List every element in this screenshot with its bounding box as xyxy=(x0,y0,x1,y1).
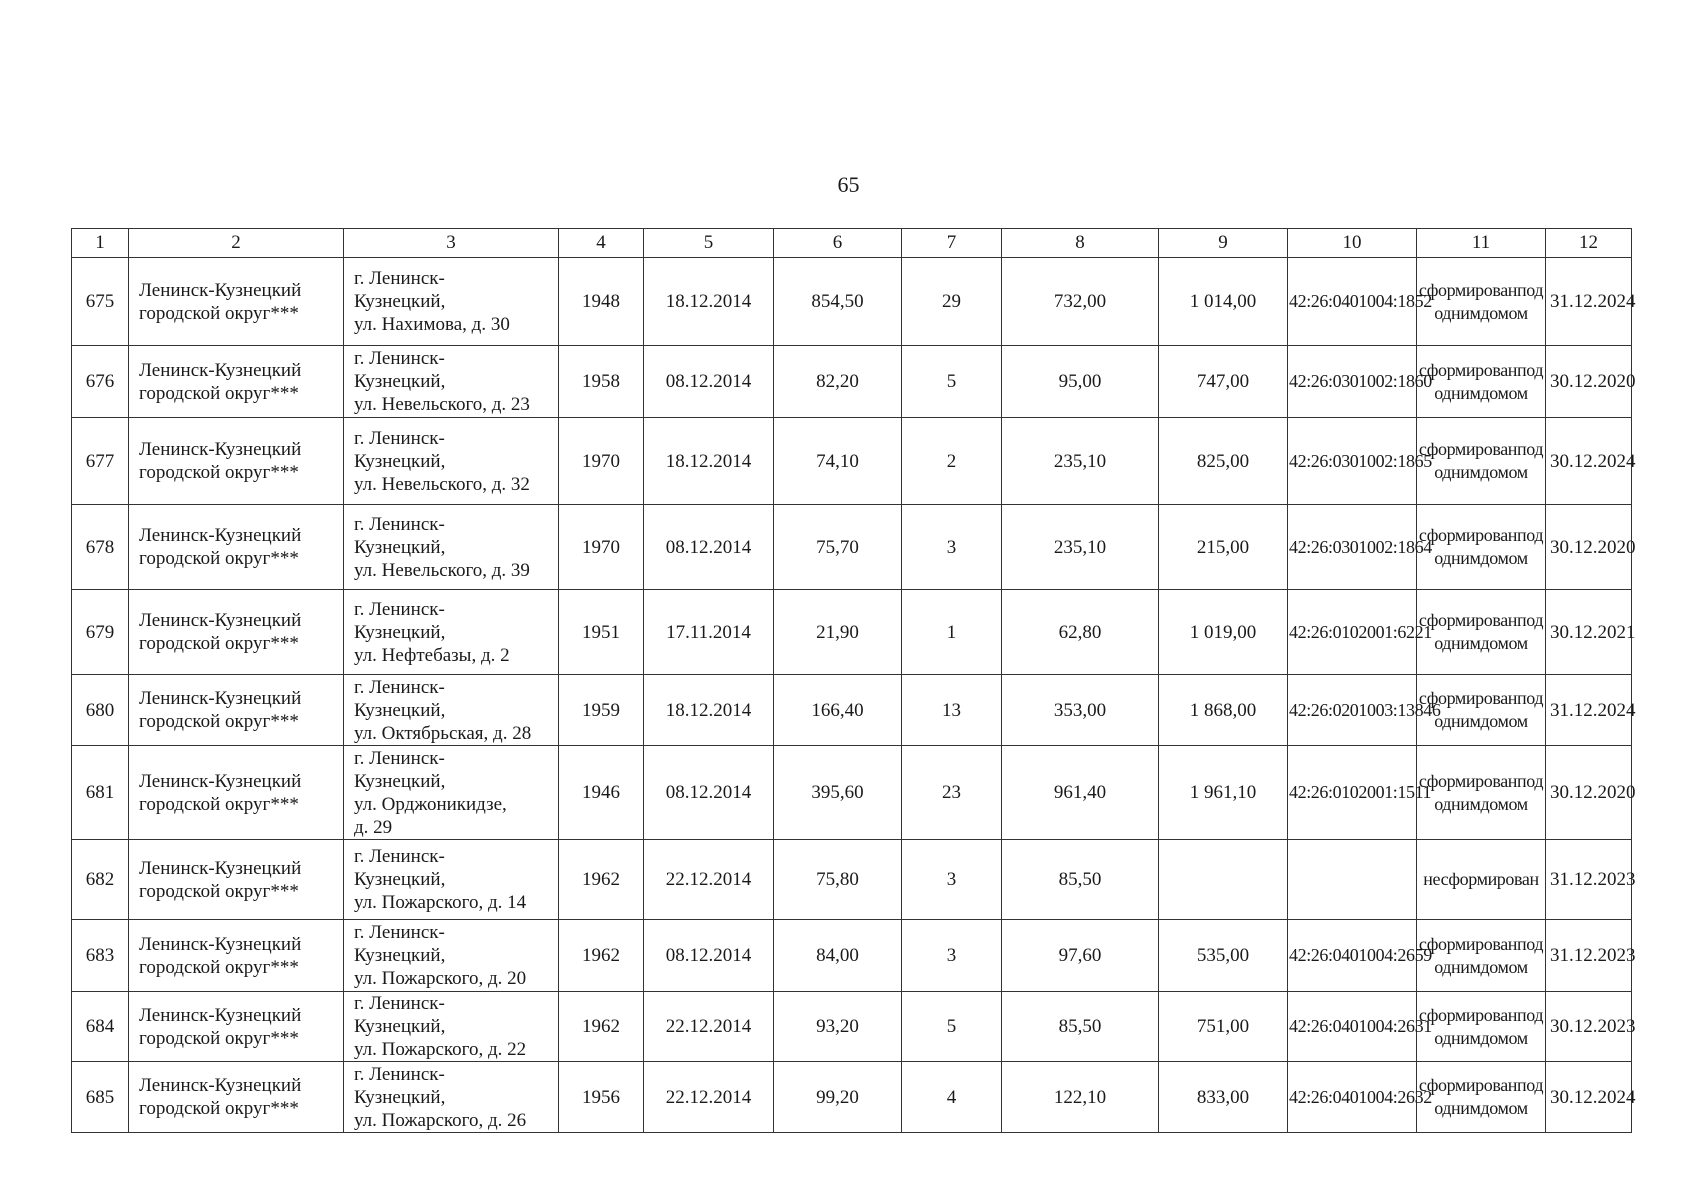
value-cell-7: 3 xyxy=(902,840,1002,920)
land-status-cell-line: сформирован xyxy=(1440,869,1539,889)
cadastral-number-cell-line: 0301002: xyxy=(1332,371,1398,391)
cadastral-number-cell-line: 42:26: xyxy=(1289,621,1333,642)
cadastral-number-cell xyxy=(1288,746,1432,840)
value-cell-9: 1 961,10 xyxy=(1159,746,1288,840)
column-number: 8 xyxy=(1002,229,1159,258)
land-status-cell-line: домом xyxy=(1480,793,1528,814)
date-cell: 18.12.2014 xyxy=(644,258,774,346)
address-cell-line: ул. Невельского, д. 23 xyxy=(354,394,530,415)
address-cell-line: г. Ленинск- xyxy=(354,676,445,698)
land-status-cell-line: сформирован xyxy=(1418,610,1518,630)
deadline-cell-line: 2023 xyxy=(1597,1016,1636,1037)
municipality-cell xyxy=(129,992,344,1062)
row-number: 681 xyxy=(72,746,129,840)
value-cell-9: 1 014,00 xyxy=(1159,258,1288,346)
deadline-cell xyxy=(1546,418,1636,505)
land-status-cell-line: под одним xyxy=(1434,933,1544,977)
address-cell-line: Кузнецкий, xyxy=(354,699,446,721)
value-cell-7: 3 xyxy=(902,920,1002,992)
municipality-cell xyxy=(129,920,344,992)
row-number: 682 xyxy=(72,840,129,920)
land-status-cell-line: сформирован xyxy=(1418,933,1518,954)
value-cell-7: 2 xyxy=(902,418,1002,505)
address-cell-line: ул. Орджоникидзе, xyxy=(354,793,507,815)
deadline-cell xyxy=(1546,505,1636,590)
date-cell: 08.12.2014 xyxy=(644,920,774,992)
deadline-cell xyxy=(1546,590,1636,675)
address-cell xyxy=(344,746,559,840)
cadastral-number-cell xyxy=(1288,590,1432,675)
year-cell: 1962 xyxy=(559,840,644,920)
date-cell: 22.12.2014 xyxy=(644,1062,774,1133)
municipality-cell-line: городской округ*** xyxy=(139,633,299,654)
deadline-cell-line: 30.12. xyxy=(1550,1086,1598,1108)
municipality-cell xyxy=(129,1062,344,1133)
cadastral-number-cell xyxy=(1288,1062,1432,1133)
row-number: 684 xyxy=(72,992,129,1062)
deadline-cell xyxy=(1546,1062,1636,1133)
cadastral-number-cell-line: 1865 xyxy=(1397,450,1432,471)
value-cell-9: 535,00 xyxy=(1159,920,1288,992)
cadastral-number-cell xyxy=(1288,418,1432,505)
cadastral-number-cell-line: 0401004: xyxy=(1332,291,1398,311)
municipality-cell xyxy=(129,505,344,590)
land-status-cell-line: под одним xyxy=(1434,688,1544,731)
land-status-cell-line: домом xyxy=(1480,711,1528,731)
address-cell-line: Кузнецкий, xyxy=(354,1086,446,1108)
date-cell: 08.12.2014 xyxy=(644,505,774,590)
cadastral-number-cell-line: 2632 xyxy=(1397,1086,1432,1107)
column-number: 4 xyxy=(559,229,644,258)
address-cell-line: ул. Нефтебазы, д. 2 xyxy=(354,644,510,666)
housing-registry-table xyxy=(71,228,1636,1133)
deadline-cell-line: 2020 xyxy=(1597,536,1636,558)
cadastral-number-cell-line: 0401004: xyxy=(1332,945,1398,965)
value-cell-8: 732,00 xyxy=(1002,258,1159,346)
deadline-cell-line: 31.12. xyxy=(1550,699,1598,721)
cadastral-number-cell-line: 0102001: xyxy=(1332,621,1398,642)
value-cell-8: 62,80 xyxy=(1002,590,1159,675)
value-cell-9: 751,00 xyxy=(1159,992,1288,1062)
land-status-cell-line: под одним xyxy=(1434,525,1544,568)
deadline-cell-line: 2020 xyxy=(1597,371,1636,392)
cadastral-number-cell-line: 1511 xyxy=(1397,782,1432,802)
address-cell-line: д. 29 xyxy=(354,816,393,838)
deadline-cell-line: 2020 xyxy=(1597,782,1636,803)
deadline-cell-line: 2021 xyxy=(1597,621,1636,643)
deadline-cell-line: 2023 xyxy=(1597,869,1636,890)
land-status-cell xyxy=(1417,920,1546,992)
value-cell-8: 961,40 xyxy=(1002,746,1159,840)
value-cell-8: 85,50 xyxy=(1002,840,1159,920)
land-status-cell-line: под одним xyxy=(1434,439,1544,482)
cadastral-number-cell xyxy=(1288,840,1417,920)
municipality-cell-line: Ленинск-Кузнецкий xyxy=(139,525,302,546)
value-cell-7: 1 xyxy=(902,590,1002,675)
municipality-cell xyxy=(129,746,344,840)
municipality-cell xyxy=(129,675,344,746)
value-cell-8: 95,00 xyxy=(1002,346,1159,418)
year-cell: 1948 xyxy=(559,258,644,346)
deadline-cell-line: 30.12. xyxy=(1550,450,1598,472)
row-number: 679 xyxy=(72,590,129,675)
address-cell xyxy=(344,1062,559,1133)
column-number: 9 xyxy=(1159,229,1288,258)
address-cell xyxy=(344,840,559,920)
cadastral-number-cell-line: 0102001: xyxy=(1332,782,1398,802)
land-status-cell xyxy=(1417,418,1546,505)
address-cell-line: ул. Пожарского, д. 20 xyxy=(354,968,527,989)
deadline-cell-line: 30.12. xyxy=(1550,371,1598,392)
municipality-cell-line: городской округ*** xyxy=(139,711,299,732)
address-cell-line: Кузнецкий, xyxy=(354,770,446,792)
land-status-cell-line: сформирован xyxy=(1418,279,1518,300)
column-number: 6 xyxy=(774,229,902,258)
cadastral-number-cell xyxy=(1288,992,1432,1062)
land-status-cell-line: сформирован xyxy=(1418,1004,1518,1025)
address-cell-line: г. Ленинск- xyxy=(354,993,445,1014)
municipality-cell-line: городской округ*** xyxy=(139,1027,299,1049)
year-cell: 1946 xyxy=(559,746,644,840)
land-status-cell-line: под одним xyxy=(1434,770,1544,814)
address-cell-line: ул. Невельского, д. 39 xyxy=(354,559,530,581)
municipality-cell-line: Ленинск-Кузнецкий xyxy=(139,439,302,460)
land-status-cell xyxy=(1417,346,1546,418)
cadastral-number-cell-line: 42:26: xyxy=(1289,1086,1333,1107)
address-cell-line: г. Ленинск- xyxy=(354,268,445,289)
address-cell xyxy=(344,675,559,746)
deadline-cell-line: 31.12. xyxy=(1550,945,1598,966)
address-cell-line: г. Ленинск- xyxy=(354,513,445,535)
municipality-cell-line: городской округ*** xyxy=(139,382,299,404)
value-cell-6: 166,40 xyxy=(774,675,902,746)
land-status-cell-line: сформирован xyxy=(1418,770,1518,791)
table-row xyxy=(72,590,1632,675)
deadline-cell-line: 2024 xyxy=(1597,291,1636,312)
municipality-cell xyxy=(129,840,344,920)
date-cell: 18.12.2014 xyxy=(644,418,774,505)
land-status-cell-line: сформирован xyxy=(1418,439,1518,459)
value-cell-7: 3 xyxy=(902,505,1002,590)
address-cell xyxy=(344,920,559,992)
address-cell xyxy=(344,346,559,418)
column-number: 1 xyxy=(72,229,129,258)
municipality-cell-line: Ленинск-Кузнецкий xyxy=(139,610,302,631)
municipality-cell-line: Ленинск-Кузнецкий xyxy=(139,857,302,879)
cadastral-number-cell-line: 0301002: xyxy=(1332,536,1398,557)
land-status-cell xyxy=(1417,258,1546,346)
land-status-cell-line: домом xyxy=(1480,548,1528,568)
address-cell-line: Кузнецкий, xyxy=(354,371,446,392)
deadline-cell xyxy=(1546,675,1636,746)
cadastral-number-cell-line: 42:26: xyxy=(1289,536,1333,557)
address-cell-line: Кузнецкий, xyxy=(354,621,446,643)
address-cell-line: ул. Нахимова, д. 30 xyxy=(354,314,510,335)
address-cell-line: ул. Пожарского, д. 14 xyxy=(354,892,527,913)
value-cell-7: 13 xyxy=(902,675,1002,746)
municipality-cell-line: Ленинск-Кузнецкий xyxy=(139,1004,302,1026)
municipality-cell-line: городской округ*** xyxy=(139,462,299,483)
row-number: 675 xyxy=(72,258,129,346)
land-status-cell xyxy=(1417,1062,1546,1133)
deadline-cell-line: 2024 xyxy=(1597,1086,1636,1108)
cadastral-number-cell-line: 42:26: xyxy=(1289,782,1333,802)
value-cell-9: 833,00 xyxy=(1159,1062,1288,1133)
value-cell-8: 353,00 xyxy=(1002,675,1159,746)
row-number: 685 xyxy=(72,1062,129,1133)
deadline-cell xyxy=(1546,992,1636,1062)
land-status-cell xyxy=(1417,992,1546,1062)
cadastral-number-cell-line: 0401004: xyxy=(1332,1016,1398,1036)
land-status-cell-line: домом xyxy=(1480,1027,1528,1048)
address-cell-line: г. Ленинск- xyxy=(354,922,445,943)
address-cell-line: ул. Пожарского, д. 22 xyxy=(354,1039,527,1060)
value-cell-9: 747,00 xyxy=(1159,346,1288,418)
land-status-cell xyxy=(1417,746,1546,840)
address-cell xyxy=(344,992,559,1062)
land-status-cell-line: под одним xyxy=(1434,279,1544,323)
land-status-cell xyxy=(1417,675,1546,746)
municipality-cell-line: Ленинск-Кузнецкий xyxy=(139,688,302,709)
table-row xyxy=(72,258,1632,346)
land-status-cell-line: домом xyxy=(1480,302,1528,323)
cadastral-number-cell-line: 13846 xyxy=(1397,699,1441,720)
date-cell: 22.12.2014 xyxy=(644,840,774,920)
table-row xyxy=(72,920,1632,992)
table-row xyxy=(72,418,1632,505)
value-cell-6: 93,20 xyxy=(774,992,902,1062)
value-cell-6: 84,00 xyxy=(774,920,902,992)
municipality-cell xyxy=(129,346,344,418)
municipality-cell-line: Ленинск-Кузнецкий xyxy=(139,1075,302,1096)
land-status-cell-line: сформирован xyxy=(1418,525,1518,545)
cadastral-number-cell-line: 1864 xyxy=(1397,536,1432,557)
municipality-cell xyxy=(129,418,344,505)
deadline-cell-line: 2023 xyxy=(1597,945,1636,966)
address-cell-line: г. Ленинск- xyxy=(354,747,445,769)
cadastral-number-cell-line: 1860 xyxy=(1397,371,1432,391)
address-cell-line: г. Ленинск- xyxy=(354,427,445,449)
year-cell: 1951 xyxy=(559,590,644,675)
row-number: 680 xyxy=(72,675,129,746)
value-cell-8: 122,10 xyxy=(1002,1062,1159,1133)
deadline-cell xyxy=(1546,920,1636,992)
land-status-cell-line: домом xyxy=(1480,633,1528,653)
year-cell: 1956 xyxy=(559,1062,644,1133)
table-row xyxy=(72,746,1632,840)
land-status-cell-line: домом xyxy=(1480,382,1528,403)
cadastral-number-cell-line: 2631 xyxy=(1397,1016,1432,1036)
cadastral-number-cell xyxy=(1288,920,1432,992)
cadastral-number-cell-line: 0301002: xyxy=(1332,450,1398,471)
cadastral-number-cell xyxy=(1288,346,1432,418)
cadastral-number-cell-line: 42:26: xyxy=(1289,699,1333,720)
address-cell-line: Кузнецкий, xyxy=(354,450,446,472)
deadline-cell-line: 30.12. xyxy=(1550,782,1598,803)
cadastral-number-cell-line: 2659 xyxy=(1397,945,1432,965)
land-status-cell-line: не xyxy=(1423,869,1441,889)
table-row xyxy=(72,992,1632,1062)
municipality-cell xyxy=(129,590,344,675)
land-status-cell-line: сформирован xyxy=(1418,1075,1518,1095)
municipality-cell-line: городской округ*** xyxy=(139,793,299,815)
address-cell-line: г. Ленинск- xyxy=(354,846,445,867)
value-cell-9 xyxy=(1159,840,1288,920)
value-cell-6: 395,60 xyxy=(774,746,902,840)
value-cell-6: 99,20 xyxy=(774,1062,902,1133)
address-cell-line: ул. Пожарского, д. 26 xyxy=(354,1109,527,1131)
address-cell-line: Кузнецкий, xyxy=(354,869,446,890)
table-row xyxy=(72,1062,1632,1133)
land-status-cell-line: под одним xyxy=(1434,610,1544,653)
deadline-cell-line: 30.12. xyxy=(1550,621,1598,643)
cadastral-number-cell-line: 42:26: xyxy=(1289,1016,1333,1036)
year-cell: 1970 xyxy=(559,418,644,505)
address-cell-line: Кузнецкий, xyxy=(354,1016,446,1037)
cadastral-number-cell-line: 42:26: xyxy=(1289,945,1333,965)
deadline-cell xyxy=(1546,840,1636,920)
municipality-cell-line: городской округ*** xyxy=(139,548,299,569)
address-cell xyxy=(344,505,559,590)
value-cell-8: 97,60 xyxy=(1002,920,1159,992)
date-cell: 18.12.2014 xyxy=(644,675,774,746)
value-cell-7: 29 xyxy=(902,258,1002,346)
table-row xyxy=(72,840,1632,920)
land-status-cell xyxy=(1417,505,1546,590)
land-status-cell-line: сформирован xyxy=(1418,688,1518,708)
value-cell-8: 235,10 xyxy=(1002,418,1159,505)
land-status-cell-line: под одним xyxy=(1434,359,1544,403)
value-cell-6: 74,10 xyxy=(774,418,902,505)
value-cell-6: 75,80 xyxy=(774,840,902,920)
address-cell xyxy=(344,590,559,675)
deadline-cell-line: 30.12. xyxy=(1550,536,1598,558)
value-cell-9: 1 019,00 xyxy=(1159,590,1288,675)
column-number: 5 xyxy=(644,229,774,258)
cadastral-number-cell-line: 42:26: xyxy=(1289,371,1333,391)
column-number: 10 xyxy=(1288,229,1417,258)
column-number: 12 xyxy=(1546,229,1632,258)
municipality-cell xyxy=(129,258,344,346)
value-cell-9: 825,00 xyxy=(1159,418,1288,505)
table-row xyxy=(72,505,1632,590)
value-cell-9: 1 868,00 xyxy=(1159,675,1288,746)
cadastral-number-cell-line: 0201003: xyxy=(1332,699,1398,720)
year-cell: 1959 xyxy=(559,675,644,746)
deadline-cell-line: 30.12. xyxy=(1550,1016,1598,1037)
page-number: 65 xyxy=(837,172,860,197)
deadline-cell xyxy=(1546,346,1636,418)
address-cell-line: ул. Невельского, д. 32 xyxy=(354,473,530,495)
address-cell-line: г. Ленинск- xyxy=(354,1063,445,1085)
land-status-cell xyxy=(1417,840,1546,920)
address-cell xyxy=(344,258,559,346)
value-cell-6: 75,70 xyxy=(774,505,902,590)
land-status-cell xyxy=(1417,590,1546,675)
cadastral-number-cell xyxy=(1288,258,1432,346)
cadastral-number-cell xyxy=(1288,675,1441,746)
cadastral-number-cell-line: 42:26: xyxy=(1289,291,1333,311)
land-status-cell-line: сформирован xyxy=(1418,359,1518,380)
deadline-cell xyxy=(1546,258,1636,346)
value-cell-8: 85,50 xyxy=(1002,992,1159,1062)
municipality-cell-line: Ленинск-Кузнецкий xyxy=(139,279,302,301)
value-cell-9: 215,00 xyxy=(1159,505,1288,590)
value-cell-7: 5 xyxy=(902,346,1002,418)
year-cell: 1958 xyxy=(559,346,644,418)
municipality-cell-line: Ленинск-Кузнецкий xyxy=(139,359,302,381)
land-status-cell-line: домом xyxy=(1480,956,1528,977)
column-number: 3 xyxy=(344,229,559,258)
land-status-cell-line: домом xyxy=(1480,462,1528,482)
cadastral-number-cell-line: 0401004: xyxy=(1332,1086,1398,1107)
cadastral-number-cell-line: 42:26: xyxy=(1289,450,1333,471)
date-cell: 22.12.2014 xyxy=(644,992,774,1062)
address-cell-line: ул. Октябрьская, д. 28 xyxy=(354,722,532,744)
deadline-cell-line: 2024 xyxy=(1597,450,1636,472)
column-number: 7 xyxy=(902,229,1002,258)
deadline-cell-line: 31.12. xyxy=(1550,869,1598,890)
land-status-cell-line: под одним xyxy=(1434,1075,1544,1118)
address-cell-line: Кузнецкий, xyxy=(354,945,446,966)
deadline-cell-line: 2024 xyxy=(1597,699,1636,721)
value-cell-7: 23 xyxy=(902,746,1002,840)
column-number: 2 xyxy=(129,229,344,258)
address-cell-line: г. Ленинск- xyxy=(354,598,445,620)
table-row xyxy=(72,346,1632,418)
value-cell-7: 5 xyxy=(902,992,1002,1062)
row-number: 683 xyxy=(72,920,129,992)
land-status-cell-line: под одним xyxy=(1434,1004,1544,1048)
cadastral-number-cell-line: 6221 xyxy=(1397,621,1432,642)
year-cell: 1970 xyxy=(559,505,644,590)
date-cell: 08.12.2014 xyxy=(644,746,774,840)
value-cell-6: 854,50 xyxy=(774,258,902,346)
value-cell-7: 4 xyxy=(902,1062,1002,1133)
municipality-cell-line: городской округ*** xyxy=(139,956,299,978)
cadastral-number-cell-line: 1852 xyxy=(1397,291,1432,311)
row-number: 676 xyxy=(72,346,129,418)
municipality-cell-line: Ленинск-Кузнецкий xyxy=(139,933,302,955)
deadline-cell xyxy=(1546,746,1636,840)
year-cell: 1962 xyxy=(559,992,644,1062)
address-cell xyxy=(344,418,559,505)
land-status-cell-line: домом xyxy=(1480,1098,1528,1118)
row-number: 677 xyxy=(72,418,129,505)
address-cell-line: Кузнецкий, xyxy=(354,536,446,558)
municipality-cell-line: городской округ*** xyxy=(139,302,299,324)
address-cell-line: г. Ленинск- xyxy=(354,348,445,369)
column-number-row xyxy=(72,229,1632,258)
date-cell: 17.11.2014 xyxy=(644,590,774,675)
municipality-cell-line: Ленинск-Кузнецкий xyxy=(139,770,302,792)
value-cell-8: 235,10 xyxy=(1002,505,1159,590)
municipality-cell-line: городской округ*** xyxy=(139,880,299,902)
address-cell-line: Кузнецкий, xyxy=(354,291,446,312)
table-row xyxy=(72,675,1632,746)
deadline-cell-line: 31.12. xyxy=(1550,291,1598,312)
date-cell: 08.12.2014 xyxy=(644,346,774,418)
row-number: 678 xyxy=(72,505,129,590)
value-cell-6: 82,20 xyxy=(774,346,902,418)
year-cell: 1962 xyxy=(559,920,644,992)
value-cell-6: 21,90 xyxy=(774,590,902,675)
column-number: 11 xyxy=(1417,229,1546,258)
cadastral-number-cell xyxy=(1288,505,1432,590)
municipality-cell-line: городской округ*** xyxy=(139,1098,299,1119)
